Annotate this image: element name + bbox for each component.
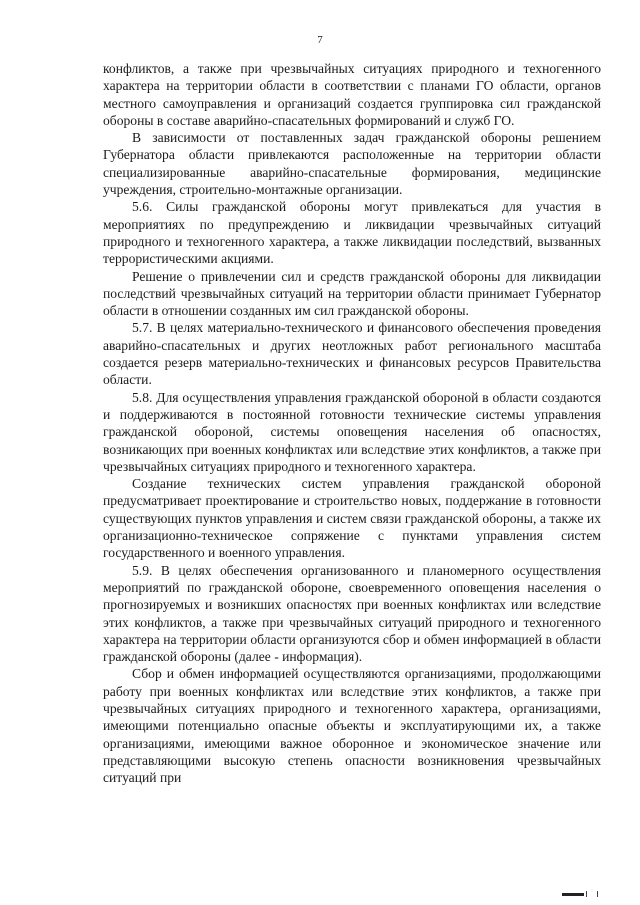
paragraph: Сбор и обмен информацией осуществляются организациями, продолжающими работу при военных конфликтах или вследствие этих конфликтов, а также при чрезвычайных ситуациях природного и техногенного характера, организациями, имеющими потенциально опасные объекты и эксплуатирующими их, а также организациями, имеющими важное оборонное и экономическое значение или представляющими высокую степень опасности возникновения чрезвычайных ситуаций при [103,666,601,786]
paragraph-5-9: 5.9. В целях обеспечения организованного и планомерного осуществления мероприятий по гражданской обороне, своевременного оповещения населения о прогнозируемых и возникших опасностях при военных конфликтах или вследствие этих конфликтов, а также при чрезвычайных ситуаций природного и техногенного характера на территории области организуются сбор и обмен информацией в области гражданской обороны (далее - информация). [103,562,601,665]
paragraph-5-7: 5.7. В целях материально-технического и финансового обеспечения проведения аварийно-спасательных и других неотложных работ регионального масштаба создается резерв материально-технических и финансовых ресурсов Правительства области. [103,320,601,388]
page-number: 7 [317,34,323,46]
paragraph: В зависимости от поставленных задач гражданской обороны решением Губернатора области привлекаются расположенные на территории области специализированные аварийно-спасательные формирования, медицинские учреждения, строительно-монтажные организации. [103,130,601,198]
paragraph-5-8: 5.8. Для осуществления управления гражданской обороной в области создаются и поддерживаются в постоянной готовности технические системы управления гражданской обороной, системы оповещения населения об опасностях, возникающих при военных конфликтах или вследствие этих конфликтов, а также при чрезвычайных ситуациях природного и техногенного характера. [103,389,601,474]
paragraph-continuation: конфликтов, а также при чрезвычайных ситуациях природного и техногенного характера на территории области в соответствии с планами ГО области, органов местного самоуправления и организаций создается группировка сил гражданской обороны в составе аварийно-спасательных формирований и служб ГО. [103,61,601,128]
scan-stamp-mark [562,893,584,896]
paragraph: Решение о привлечении сил и средств гражданской обороны для ликвидации последствий чрезвычайных ситуаций на территории области принимает Губернатор области в отношении созданных им сил гражданской обороны. [103,268,601,319]
scan-stamp-ticks [586,891,598,897]
paragraph: Создание технических систем управления гражданской обороной предусматривает проектирование и строительство новых, поддержание в готовности существующих пунктов управления и систем связи гражданской обороны, а также их организационно-техническое сопряжение с пунктами управления систем государственного и военного управления. [103,476,601,561]
paragraph-5-6: 5.6. Силы гражданской обороны могут привлекаться для участия в мероприятиях по предупреждению и ликвидации чрезвычайных ситуаций природного и техногенного характера, а также ликвидации последствий, вызванных террористическими акциями. [103,199,601,267]
document-body [103,60,601,786]
